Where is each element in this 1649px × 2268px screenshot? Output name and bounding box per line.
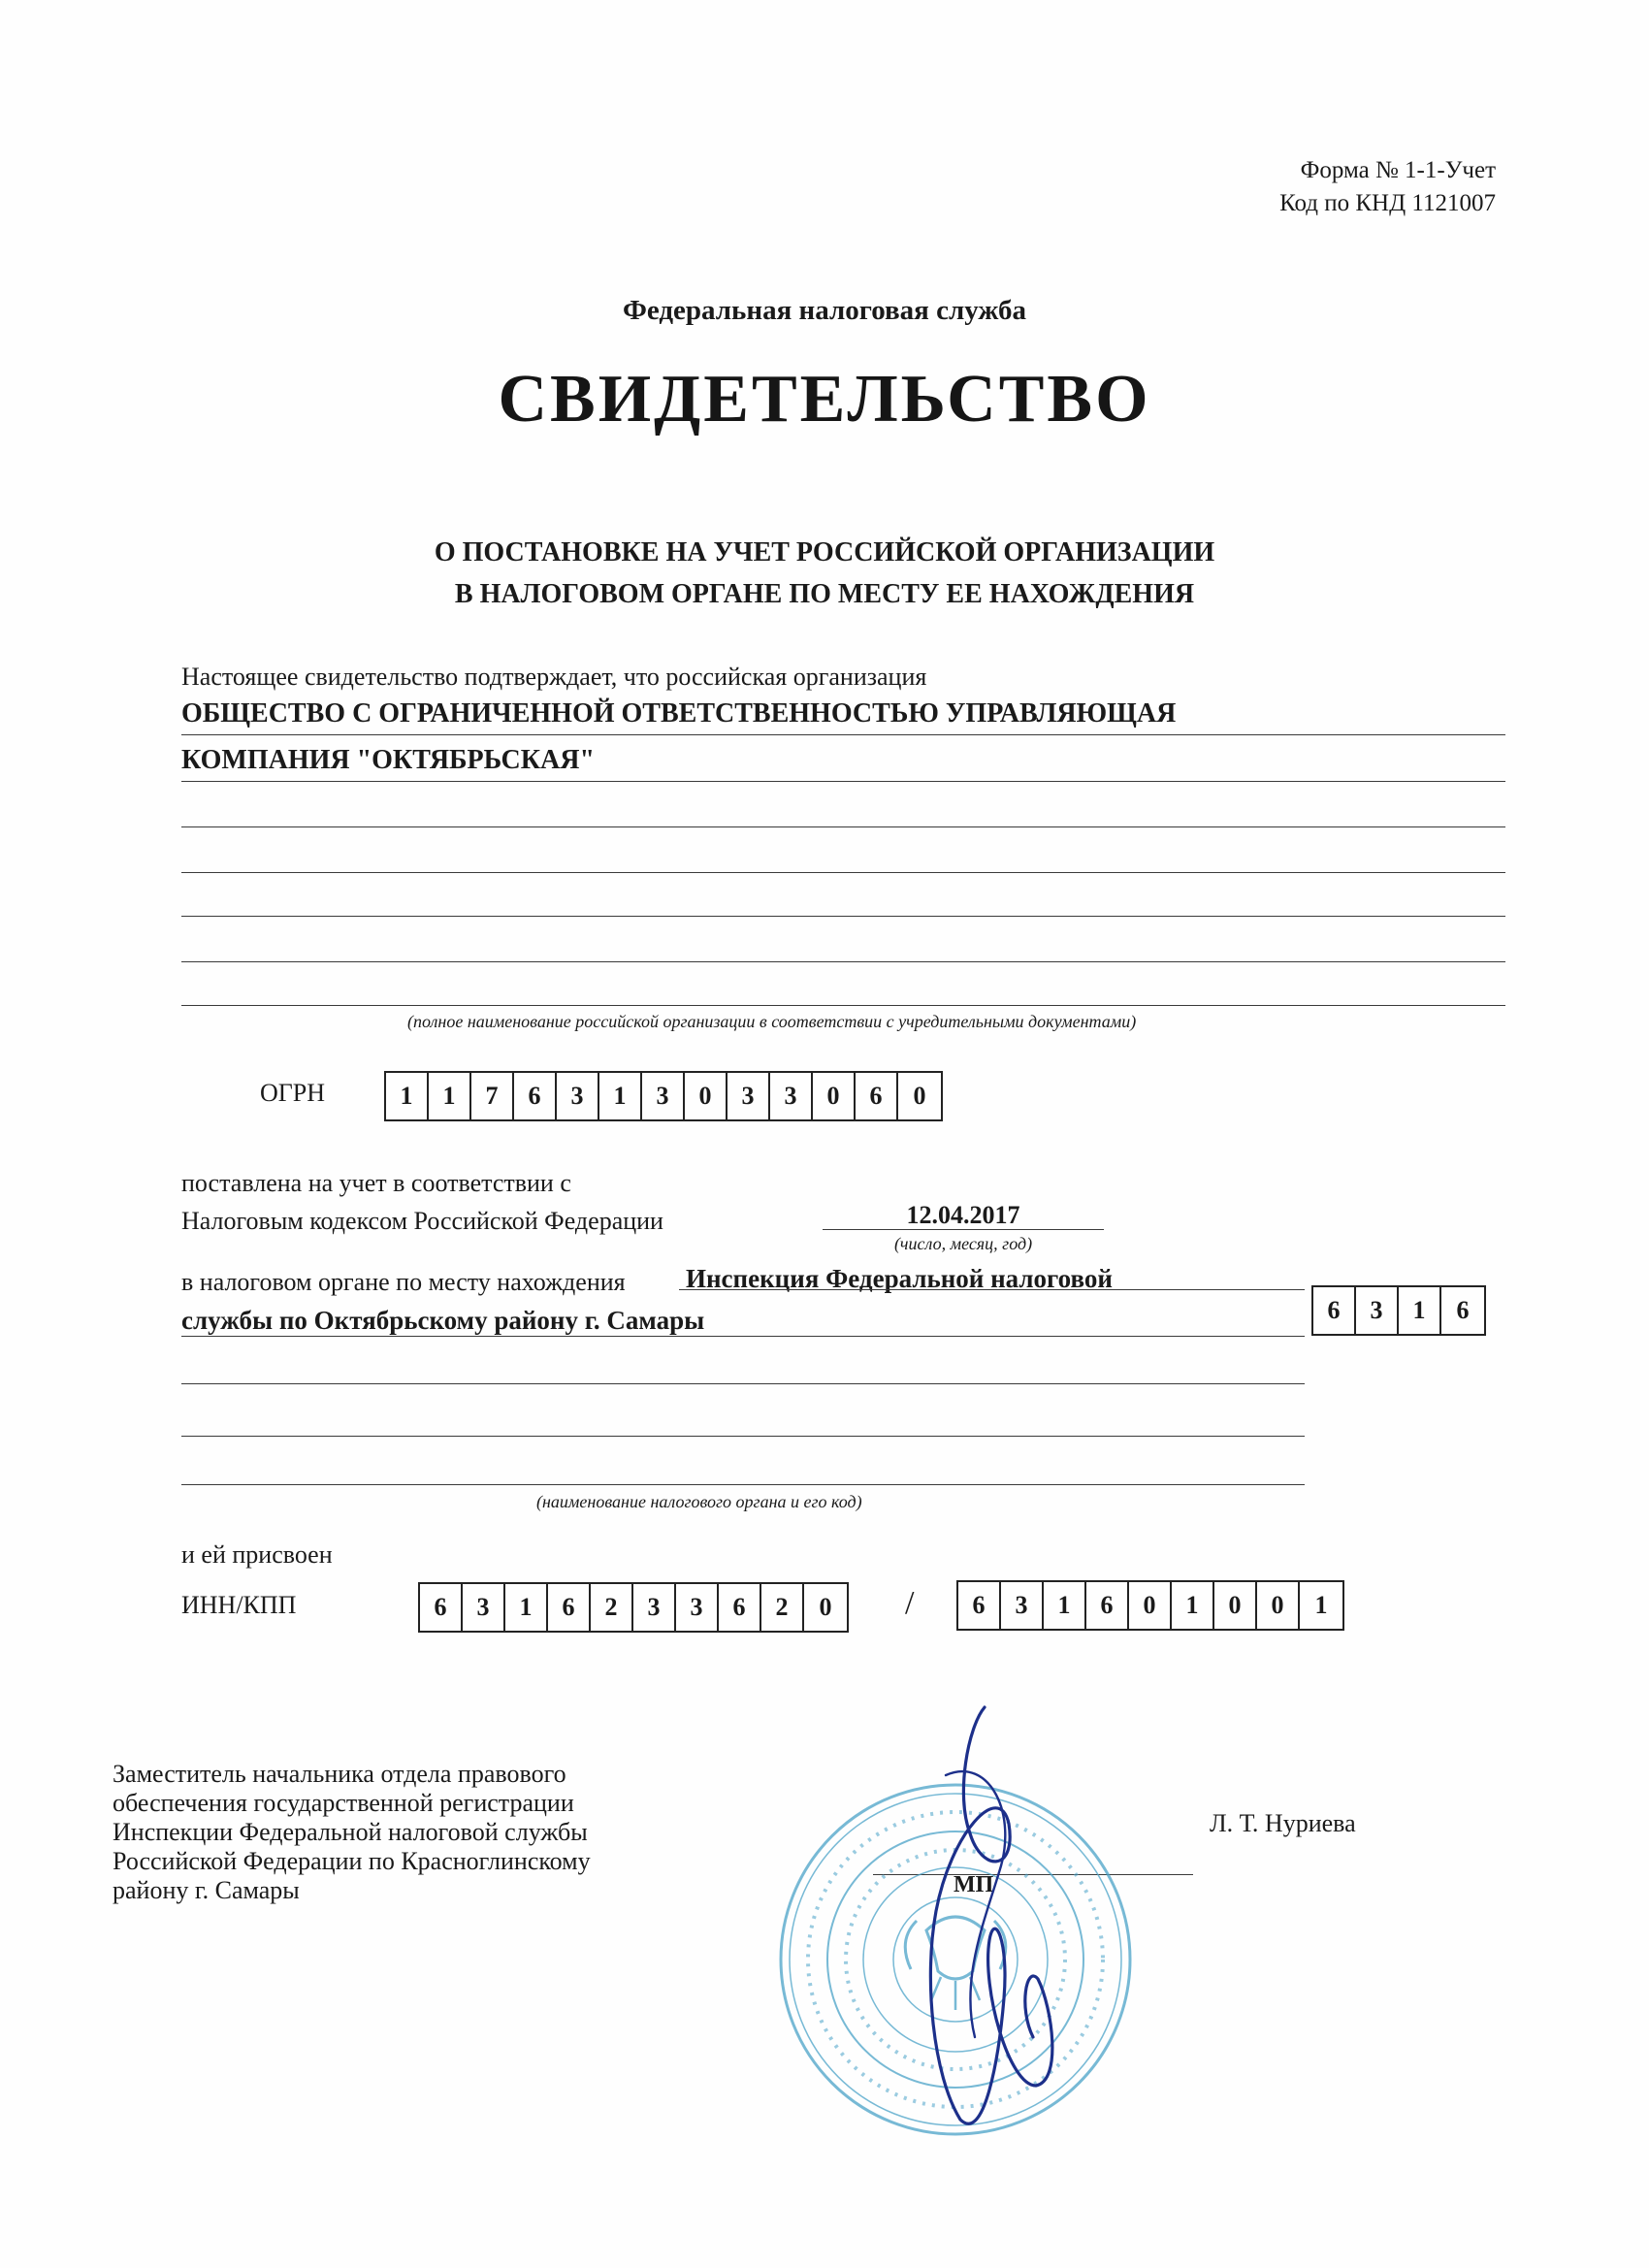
- ogrn-label: ОГРН: [260, 1079, 326, 1107]
- tax-authority-name-line-1: Инспекция Федеральной налоговой: [686, 1264, 1113, 1293]
- signer-title-line-5: району г. Самары: [113, 1876, 300, 1904]
- digit-cell: 3: [728, 1073, 770, 1119]
- fill-line: [181, 916, 1505, 917]
- tax-authority-name-line-2: службы по Октябрьскому району г. Самары: [181, 1306, 705, 1335]
- organization-name-line-2: КОМПАНИЯ "ОКТЯБРЬСКАЯ": [181, 745, 595, 775]
- signer-title-line-4: Российской Федерации по Красноглинскому: [113, 1847, 591, 1875]
- fill-line: [823, 1229, 1104, 1230]
- organization-intro: Настоящее свидетельство подтверждает, что российская организация: [181, 663, 927, 691]
- digit-cell: 0: [1214, 1582, 1257, 1629]
- signer-name: Л. Т. Нуриева: [1210, 1809, 1356, 1837]
- tax-authority-caption: (наименование налогового органа и его код): [536, 1492, 862, 1511]
- digit-cell: 0: [1257, 1582, 1300, 1629]
- signer-title-line-3: Инспекции Федеральной налоговой службы: [113, 1818, 588, 1846]
- registration-text-line-2: Налоговым кодексом Российской Федерации: [181, 1207, 663, 1235]
- digit-cell: 1: [429, 1073, 471, 1119]
- fill-line: [181, 872, 1505, 873]
- inn-digit-cells: [418, 1582, 849, 1633]
- digit-cell: 2: [761, 1584, 804, 1631]
- digit-cell: 6: [420, 1584, 463, 1631]
- digit-cell: 1: [1399, 1287, 1441, 1334]
- digit-cell: 7: [471, 1073, 514, 1119]
- digit-cell: 0: [913, 1082, 926, 1110]
- registration-text-line-1: поставлена на учет в соответствии с: [181, 1169, 571, 1197]
- stamp-place-label: МП: [954, 1872, 994, 1897]
- digit-cell: 0: [1129, 1582, 1172, 1629]
- fill-line: [181, 781, 1505, 782]
- digit-cell: 1: [1172, 1582, 1214, 1629]
- fill-line: [181, 734, 1505, 735]
- subtitle-line-2: В НАЛОГОВОМ ОРГАНЕ ПО МЕСТУ ЕЕ НАХОЖДЕНИЯ: [454, 579, 1195, 609]
- digit-cell: 3: [1001, 1582, 1044, 1629]
- agency-name: Федеральная налоговая служба: [622, 295, 1027, 326]
- digit-cell: 6: [514, 1073, 557, 1119]
- inn-kpp-label: ИНН/КПП: [181, 1591, 297, 1619]
- digit-cell: 1: [1044, 1582, 1086, 1629]
- document-subtitle: [0, 532, 1649, 615]
- document-title: СВИДЕТЕЛЬСТВО: [498, 362, 1151, 437]
- kpp-digit-cells: [956, 1580, 1344, 1631]
- digit-cell: 6: [1313, 1287, 1356, 1334]
- digit-cell: 0: [685, 1073, 728, 1119]
- fill-line: [181, 1005, 1505, 1006]
- form-header: [1279, 154, 1496, 220]
- form-number: Форма № 1-1-Учет: [1300, 157, 1496, 183]
- ogrn-digit-cells: [384, 1071, 943, 1121]
- handwritten-signature-icon: [854, 1688, 1106, 2144]
- organization-name-line-1: ОБЩЕСТВО С ОГРАНИЧЕННОЙ ОТВЕТСТВЕННОСТЬЮ УПРАВЛЯЮЩАЯ: [181, 698, 1177, 729]
- digit-cell: 1: [505, 1584, 548, 1631]
- organization-caption: (полное наименование российской организации в соответствии с учредительными документами): [407, 1012, 1137, 1031]
- tax-authority-code-cells: [1311, 1285, 1486, 1336]
- digit-cell: 0: [819, 1593, 832, 1621]
- digit-cell: 3: [1356, 1287, 1399, 1334]
- inn-kpp-separator: /: [905, 1585, 915, 1621]
- digit-cell: 6: [958, 1582, 1001, 1629]
- signer-title-line-2: обеспечения государственной регистрации: [113, 1789, 574, 1817]
- fill-line: [181, 1336, 1305, 1337]
- digit-cell: 0: [813, 1073, 856, 1119]
- registration-date: 12.04.2017: [906, 1201, 1020, 1229]
- digit-cell: 3: [557, 1073, 599, 1119]
- digit-cell: 1: [386, 1073, 429, 1119]
- digit-cell: 2: [591, 1584, 633, 1631]
- digit-cell: 3: [676, 1584, 719, 1631]
- digit-cell: 6: [1456, 1296, 1470, 1324]
- tax-authority-label: в налоговом органе по месту нахождения: [181, 1268, 626, 1296]
- fill-line: [679, 1289, 1305, 1290]
- digit-cell: 6: [719, 1584, 761, 1631]
- subtitle-line-1: О ПОСТАНОВКЕ НА УЧЕТ РОССИЙСКОЙ ОРГАНИЗАЦИИ: [434, 537, 1215, 567]
- fill-line: [181, 1383, 1305, 1384]
- knd-code: Код по КНД 1121007: [1279, 190, 1496, 216]
- date-caption: (число, месяц, год): [893, 1234, 1033, 1253]
- fill-line: [181, 826, 1505, 827]
- digit-cell: 3: [633, 1584, 676, 1631]
- digit-cell: 3: [642, 1073, 685, 1119]
- digit-cell: 1: [599, 1073, 642, 1119]
- signer-title-line-1: Заместитель начальника отдела правового: [113, 1760, 566, 1788]
- fill-line: [181, 1436, 1305, 1437]
- digit-cell: 6: [856, 1073, 898, 1119]
- digit-cell: 3: [770, 1073, 813, 1119]
- digit-cell: 3: [463, 1584, 505, 1631]
- digit-cell: 6: [548, 1584, 591, 1631]
- fill-line: [181, 1484, 1305, 1485]
- fill-line: [181, 961, 1505, 962]
- signer-title: [113, 1760, 591, 1905]
- assigned-text: и ей присвоен: [181, 1540, 333, 1569]
- digit-cell: 6: [1086, 1582, 1129, 1629]
- digit-cell: 1: [1314, 1591, 1328, 1619]
